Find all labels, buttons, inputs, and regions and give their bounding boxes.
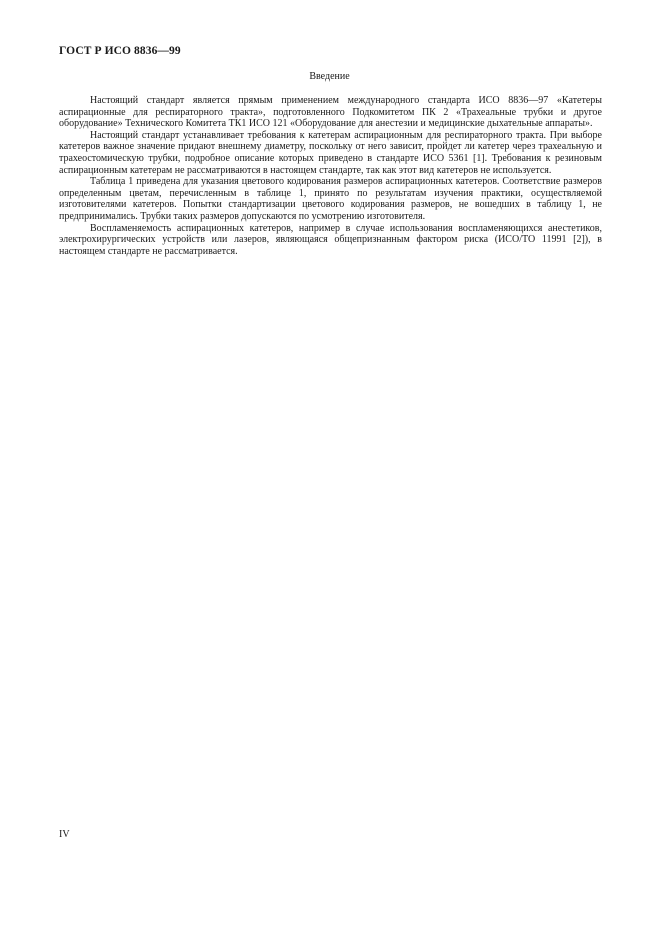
- paragraph-4: Воспламеняемость аспирационных катетеров, например в случае использования воспламеняющихся анестетиков, электрохирургических устройств или лазеров, являющаяся общепризнанным фактором риска (ИСО/ТО 11991 [2]), в настоящем стандарте не рассматривается.: [59, 222, 602, 257]
- section-title: Введение: [309, 71, 350, 82]
- paragraph-3: Таблица 1 приведена для указания цветового кодирования размеров аспирационных катетеров. Соответствие размеров определенным цветам, перечисленным в таблице 1, принято по результатам изучения практики, осуществляемой изготовителями катетеров. Попытки стандартизации цветового кодирования размеров, не вошедших в таблицу 1, не предпринимались. Трубки таких размеров допускаются по усмотрению изготовителя.: [59, 176, 602, 222]
- paragraph-2: Настоящий стандарт устанавливает требования к катетерам аспирационным для респираторного тракта. При выборе катетеров важное значение придают внешнему диаметру, поскольку от него зависит, пройдет ли катетер через трахеальную и трахеостомическую трубки, подробное описание которых приведено в стандарте ИСО 5361 [1]. Требования к резиновым аспирационным катетерам не рассматриваются в настоящем стандарте, так как этот вид катетеров не используется.: [59, 129, 602, 176]
- page-number: IV: [59, 829, 70, 840]
- document-header: ГОСТ Р ИСО 8836—99: [59, 45, 181, 57]
- introduction-body: [59, 95, 602, 257]
- paragraph-1: Настоящий стандарт является прямым применением международного стандарта ИСО 8836—97 «Катетеры аспирационные для респираторного тракта», подготовленного Подкомитетом ПК 2 «Трахеальные трубки и другое оборудование» Технического Комитета ТК1 ИСО 121 «Оборудование для анестезии и медицинские дыхательные аппараты».: [59, 95, 602, 130]
